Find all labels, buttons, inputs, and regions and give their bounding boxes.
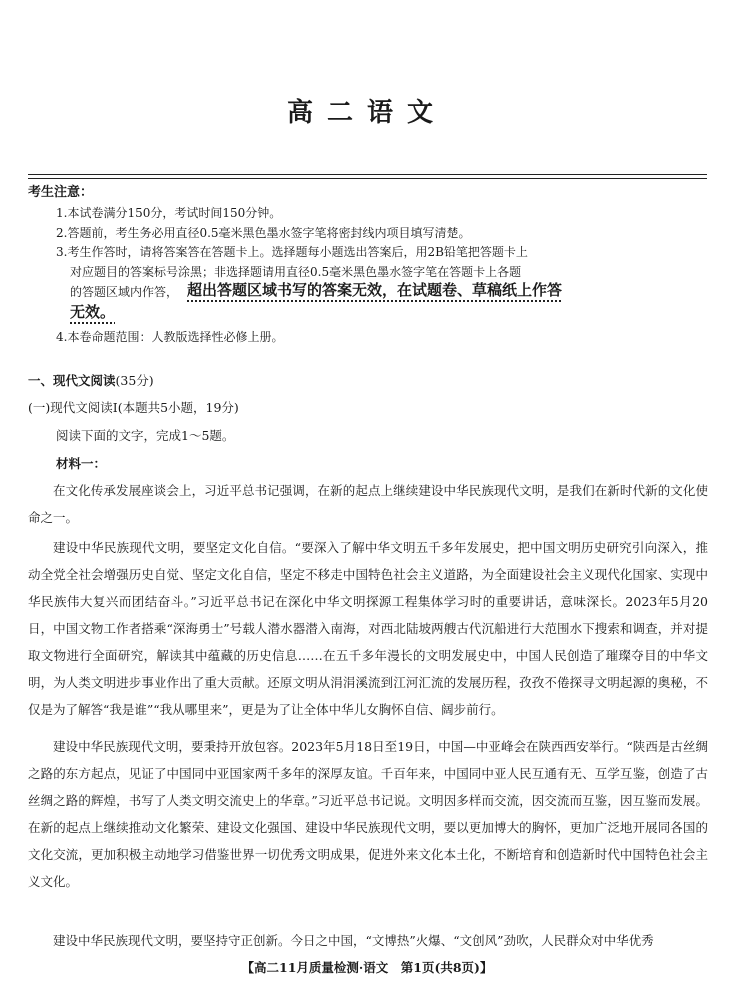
section-heading [28, 371, 154, 389]
page-title: 高二语文 [286, 98, 447, 128]
notice-item-3-line-1: 3.考生作答时，请将答案答在答题卡上。选择题每小题选出答案后，用2B铅笔把答题卡上 [56, 245, 528, 259]
notice-item-3-line-3: 的答题区域内作答， [70, 285, 179, 299]
notice-warning-bold-end: 无效。 [70, 303, 116, 321]
header-rule-bottom [28, 178, 707, 179]
paragraph-1: 在文化传承发展座谈会上，习近平总书记强调，在新的起点上继续建设中华民族现代文明，是我们在新时代新的文化使命之一。 [28, 483, 708, 525]
notice-warning-bold: 超出答题区域书写的答案无效，在试题卷、草稿纸上作答 [187, 281, 563, 299]
section-heading-score: (35分) [115, 373, 154, 388]
paragraph-2: 建设中华民族现代文明，要坚定文化自信。“要深入了解中华文明五千多年发展史，把中国文明历史研究引向深入，推动全党全社会增强历史自觉、坚定文化自信，坚定不移走中国特色社会主义道路，为全面建设社会主义现代化国家、实现中华民族伟大复兴而团结奋斗。”习近平总书记在深化中华文明探源工程集体学习时的重要讲话，意味深长。2023年5月20日，中国文物工作者搭乘“深海勇士”号载人潜水器潜入南海，对西北陆坡两艘古代沉船进行大范围水下搜索和调查，并对提取文物进行全面研究，解读其中蕴藏的历史信息……在五千多年漫长的文明发展史中，中国人民创造了璀璨夺目的中华文明，为人类文明进步事业作出了重大贡献。还原文明从涓涓溪流到江河汇流的发展历程，孜孜不倦探寻文明起源的奥秘，不仅是为了解答“我是谁”“我从哪里来”，更是为了让全体中华儿女胸怀自信、阔步前行。 [28, 540, 708, 717]
paragraph-3: 建设中华民族现代文明，要秉持开放包容。2023年5月18日至19日，中国—中亚峰会在陕西西安举行。“陕西是古丝绸之路的东方起点，见证了中国同中亚国家两千多年的深厚友谊。千百年来，中国同中亚人民互通有无、互学互鉴，创造了古丝绸之路的辉煌，书写了人类文明交流史上的华章。”习近平总书记说。文明因多样而交流，因交流而互鉴，因互鉴而发展。在新的起点上继续推动文化繁荣、建设文化强国、建设中华民族现代文明，要以更加博大的胸怀，更加广泛地开展同各国的文化交流，更加积极主动地学习借鉴世界一切优秀文明成果，促进外来文化本土化，不断培育和创造新时代中国特色社会主义文化。 [28, 739, 708, 889]
reading-instruction: 阅读下面的文字，完成1～5题。 [56, 428, 235, 443]
notice-item-1: 1.本试卷满分150分，考试时间150分钟。 [56, 206, 282, 220]
page-footer: 【高二11月质量检测·语文 第1页(共8页)】 [241, 960, 493, 975]
header-rule-top [28, 174, 707, 175]
notice-item-4: 4.本卷命题范围：人教版选择性必修上册。 [56, 330, 284, 344]
notice-item-3-line-2: 对应题目的答案标号涂黑；非选择题请用直径0.5毫米黑色墨水签字笔在答题卡上各题 [70, 265, 522, 279]
section-heading-label: 一、现代文阅读 [28, 373, 116, 388]
material-label: 材料一： [56, 456, 107, 471]
sub-section-heading: (一)现代文阅读Ⅰ(本题共5小题，19分) [28, 400, 239, 415]
notice-item-2: 2.答题前，考生务必用直径0.5毫米黑色墨水签字笔将密封线内项目填写清楚。 [56, 226, 471, 240]
paragraph-4: 建设中华民族现代文明，要坚持守正创新。今日之中国，“文博热”火爆、“文创风”劲吹，人民群众对中华优秀 [53, 933, 654, 948]
notice-heading: 考生注意： [28, 185, 94, 200]
